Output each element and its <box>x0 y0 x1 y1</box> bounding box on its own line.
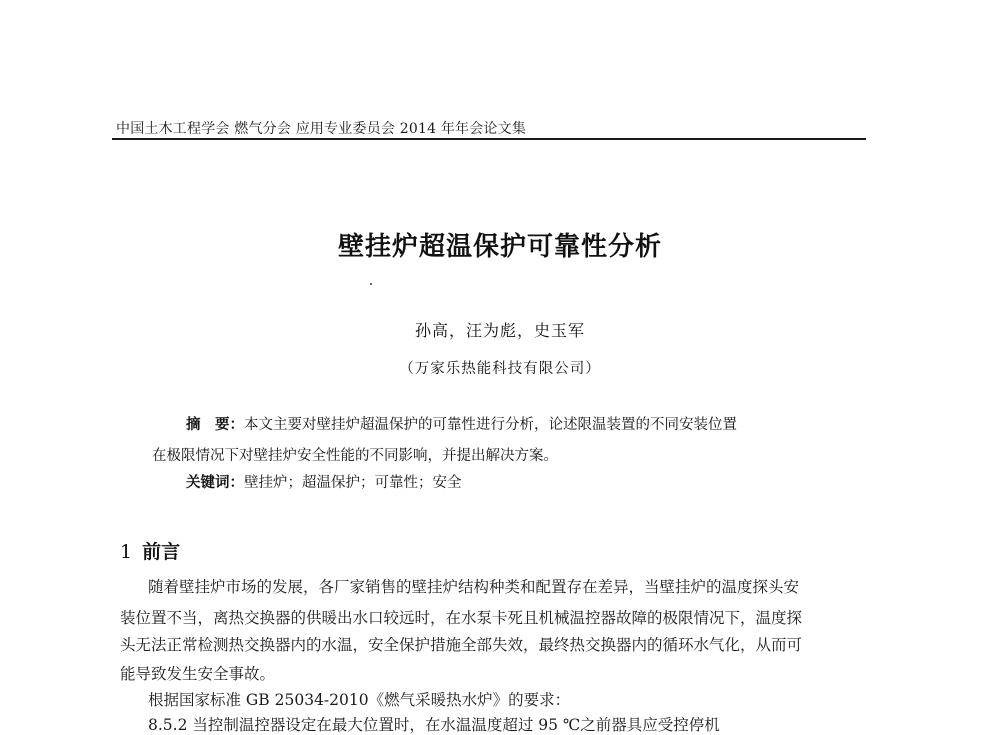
body-paragraph-line: 8.5.2 当控制温控器设定在最大位置时，在水温温度超过 95 ℃之前器具应受控停机 <box>148 716 720 734</box>
authors: 孙高，汪为彪，史玉军 <box>414 321 585 340</box>
header-rule <box>112 138 866 140</box>
body-paragraph-line: 头无法正常检测热交换器内的水温，安全保护措施全部失效，最终热交换器内的循环水气化，从而可 <box>120 636 803 654</box>
section-title: 前言 <box>142 541 181 563</box>
abstract-line-1 <box>186 413 737 434</box>
section-heading <box>120 537 180 564</box>
abstract-label: 摘 要： <box>186 417 244 433</box>
abstract-line-2: 在极限情况下对壁挂炉安全性能的不同影响，并提出解决方案。 <box>152 448 558 464</box>
scan-speck <box>370 283 372 285</box>
body-paragraph-line: 根据国家标准 GB 25034-2010《燃气采暖热水炉》的要求： <box>148 691 571 709</box>
keywords-label: 关键词： <box>186 475 244 491</box>
body-paragraph-line: 随着壁挂炉市场的发展，各厂家销售的壁挂炉结构种类和配置存在差异，当壁挂炉的温度探头安 <box>148 578 800 596</box>
keywords-line <box>186 471 462 492</box>
section-number: 1 <box>120 541 133 563</box>
body-paragraph-line: 装位置不当，离热交换器的供暖出水口较远时，在水泵卡死且机械温控器故障的极限情况下，温度探 <box>120 609 803 627</box>
affiliation: （万家乐热能科技有限公司） <box>399 361 601 377</box>
abstract-text-1: 本文主要对壁挂炉超温保护的可靠性进行分析，论述限温装置的不同安装位置 <box>244 417 737 433</box>
keywords-text: 壁挂炉；超温保护；可靠性；安全 <box>244 475 462 491</box>
body-paragraph-line: 能导致发生安全事故。 <box>120 665 276 683</box>
paper-title: 壁挂炉超温保护可靠性分析 <box>337 232 662 262</box>
running-header: 中国土木工程学会 燃气分会 应用专业委员会 2014 年年会论文集 <box>116 121 527 137</box>
